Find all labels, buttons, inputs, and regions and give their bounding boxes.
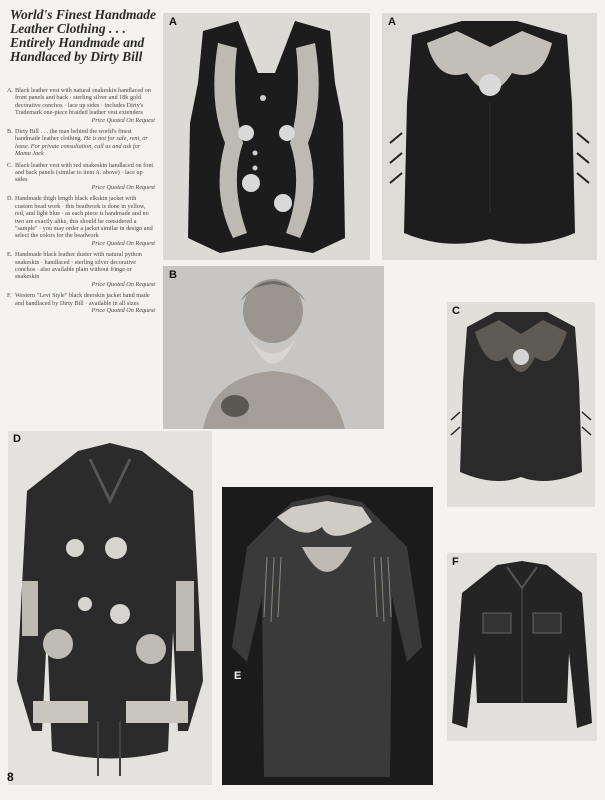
item-letter: C. xyxy=(7,161,13,169)
photo-duster-e xyxy=(222,487,433,785)
item-descriptions xyxy=(7,87,155,318)
item-d-description xyxy=(7,195,155,247)
photo-label: D xyxy=(13,433,21,445)
item-f-description xyxy=(7,292,155,314)
page-number: 8 xyxy=(7,770,14,784)
item-text: Black leather vest with natural snakeskin handlaced on front panels and back · sterling silver and 18k gold decorative conchos · lace up sides · includes Dirty's Trademark one-piece braided leather vest extenders xyxy=(15,87,151,117)
photo-label: C xyxy=(452,305,460,317)
item-text: Black leather vest with red snakeskin handlaced on font and back panels (similar to item A. above) · lace up sides xyxy=(15,161,154,184)
item-text: Handmade black leather duster with natural python snakeskin · handlaced · sterling silver decorative conchos · also available plain without fringe or snakeskin xyxy=(15,251,142,281)
item-letter: D. xyxy=(7,195,14,203)
photo-vest-a-front xyxy=(163,13,370,260)
title-line-2: Leather Clothing . . . xyxy=(10,21,126,36)
item-price: Price Quoted On Request xyxy=(91,183,155,191)
duster-e-illustration xyxy=(222,487,433,785)
item-b-description xyxy=(7,128,155,158)
photo-label: E xyxy=(234,670,242,682)
item-price: Price Quoted On Request xyxy=(91,280,155,288)
item-c-description xyxy=(7,162,155,192)
item-e-description xyxy=(7,251,155,288)
jacket-d-illustration xyxy=(8,431,212,785)
photo-label: A xyxy=(388,16,396,28)
photo-vest-a-back xyxy=(382,13,597,260)
item-price: Price Quoted On Request xyxy=(91,239,155,247)
jacket-f-illustration xyxy=(447,553,597,741)
item-letter: F. xyxy=(7,292,12,300)
item-letter: B. xyxy=(7,128,13,136)
item-a-description xyxy=(7,87,155,124)
item-text: Handmade thigh length black elkskin jacket with custom bead work · this beadwork is done in yellow, red, and light blue · as each piece is handmade and no two are exactly alike, this should be considered a "sample" · you may order a jacket similar in design and select the colors for the beadwork xyxy=(15,195,153,240)
photo-jacket-f xyxy=(447,553,597,741)
item-price: Price Quoted On Request xyxy=(91,306,155,314)
item-text: Dirty Bill . . . the man behind the world's finest handmade leather clothing. xyxy=(15,128,132,143)
vest-c-illustration xyxy=(447,302,595,507)
photo-label: F xyxy=(452,556,459,568)
item-text: Western "Levi Style" black deerskin jacket hand made and handlaced by Dirty Bill · available in all sizes xyxy=(15,292,150,307)
item-note: He is not for sale, rent, or lease. For private consultation, call us and ask for Mama Jack xyxy=(15,135,148,158)
page-title xyxy=(10,8,158,64)
photo-dirty-bill-portrait xyxy=(163,266,384,429)
photo-vest-c xyxy=(447,302,595,507)
title-line-3: Entirely Handmade and xyxy=(10,35,145,50)
portrait-illustration xyxy=(163,266,384,429)
photo-label: A xyxy=(169,16,177,28)
photo-jacket-d xyxy=(8,431,212,785)
item-letter: E. xyxy=(7,251,13,259)
vest-back-illustration xyxy=(382,13,597,260)
photo-label: B xyxy=(169,269,177,281)
item-letter: A. xyxy=(7,87,14,94)
title-line-1: World's Finest Handmade xyxy=(10,7,157,22)
title-line-4: Handlaced by Dirty Bill xyxy=(10,49,143,64)
item-price: Price Quoted On Request xyxy=(91,116,155,124)
vest-front-illustration xyxy=(163,13,370,260)
